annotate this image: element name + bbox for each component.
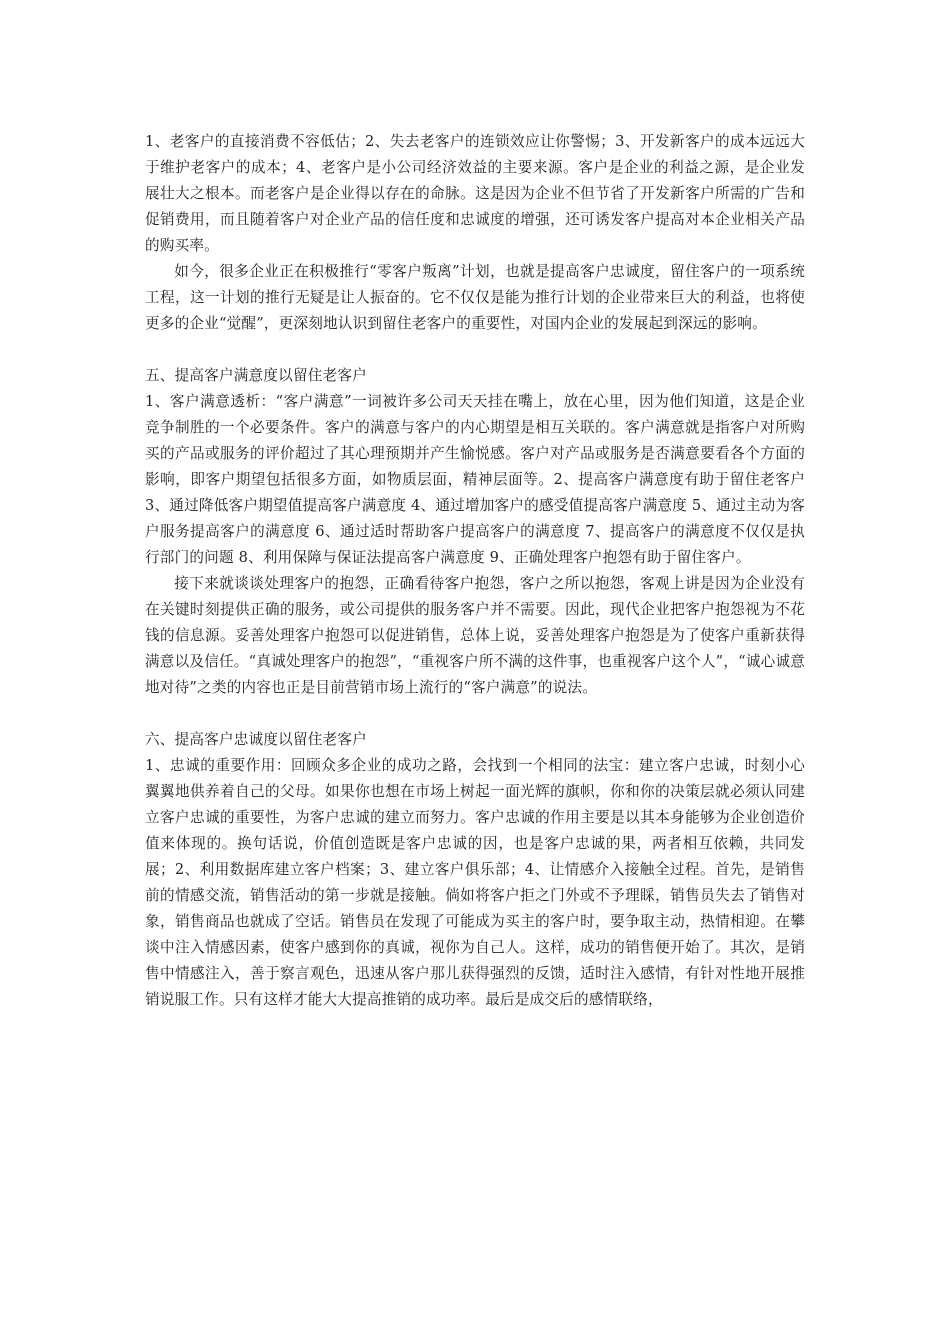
paragraph-old-customer-value: 1、老客户的直接消费不容低估；2、失去老客户的连锁效应让你警惕；3、开发新客户的成本远远大于维护老客户的成本；4、老客户是小公司经济效益的主要来源。客户是企业的利益之源，是企业发展壮大之根本。而老客户是企业得以存在的命脉。这是因为企业不但节省了开发新客户所需的广告和促销费用，而且随着客户对企业产品的信任度和忠诚度的增强，还可诱发客户提高对本企业相关产品的购买率。 <box>145 133 805 254</box>
paragraph-satisfaction-analysis: 1、客户满意透析：“客户满意”一词被许多公司天天挂在嘴上，放在心里，因为他们知道，这是企业竞争制胜的一个必要条件。客户的满意与客户的内心期望是相互关联的。客户满意就是指客户对所购买的产品或服务的评价超过了其心理预期并产生愉悦感。客户对产品或服务是否满意要看各个方面的影响，即客户期望包括很多方面，如物质层面，精神层面等。2、提高客户满意度有助于留住老客户 3、通过降低客户期望值提高客户满意度 4、通过增加客户的感受值提高客户满意度 5、通过主动为客户服务提高客户的满意度 6、通过适时帮助客户提高客户的满意度 7、提高客户的满意度不仅仅是执行部门的问题 8、利用保障与保证法提高客户满意度 9、正确处理客户抱怨有助于留住客户。 <box>145 393 805 566</box>
document-page <box>145 129 805 1013</box>
section-heading-loyalty: 六、提高客户忠诚度以留住老客户 <box>145 731 367 748</box>
paragraph-loyalty-importance: 1、忠诚的重要作用：回顾众多企业的成功之路，会找到一个相同的法宝：建立客户忠诚，时刻小心翼翼地供养着自己的父母。如果你也想在市场上树起一面光辉的旗帜，你和你的决策层就必须认同建立客户忠诚的重要性，为客户忠诚的建立而努力。客户忠诚的作用主要是以其本身能够为企业创造价值来体现的。换句话说，价值创造既是客户忠诚的因，也是客户忠诚的果，两者相互依赖，共同发展；2、利用数据库建立客户档案；3、建立客户俱乐部；4、让情感介入接触全过程。首先，是销售前的情感交流，销售活动的第一步就是接触。倘如将客户拒之门外或不予理睬，销售员失去了销售对象，销售商品也就成了空话。销售员在发现了可能成为买主的客户时，要争取主动，热情相迎。在攀谈中注入情感因素，使客户感到你的真诚，视你为自己人。这样，成功的销售便开始了。其次，是销售中情感注入，善于察言观色，迅速从客户那儿获得强烈的反馈，适时注入感情，有针对性地开展推销说服工作。只有这样才能大大提高推销的成功率。最后是成交后的感情联络， <box>145 757 805 1008</box>
paragraph-spacer <box>145 701 805 727</box>
paragraph-spacer <box>145 337 805 363</box>
paragraph-complaint-handling: 接下来就谈谈处理客户的抱怨，正确看待客户抱怨，客户之所以抱怨，客观上讲是因为企业没有在关键时刻提供正确的服务，或公司提供的服务客户并不需要。因此，现代企业把客户抱怨视为不花钱的信息源。妥善处理客户抱怨可以促进销售，总体上说，妥善处理客户抱怨是为了使客户重新获得满意以及信任。“真诚处理客户的抱怨”，“重视客户所不满的这件事，也重视客户这个人”，“诚心诚意地对待”之类的内容也正是目前营销市场上流行的“客户满意”的说法。 <box>145 575 805 696</box>
section-heading-satisfaction: 五、提高客户满意度以留住老客户 <box>145 367 367 384</box>
paragraph-zero-defection-plan: 如今，很多企业正在积极推行“零客户叛离”计划，也就是提高客户忠诚度，留住客户的一项系统工程，这一计划的推行无疑是让人振奋的。它不仅仅是能为推行计划的企业带来巨大的利益，也将使更多的企业“觉醒”，更深刻地认识到留住老客户的重要性，对国内企业的发展起到深远的影响。 <box>145 263 805 332</box>
